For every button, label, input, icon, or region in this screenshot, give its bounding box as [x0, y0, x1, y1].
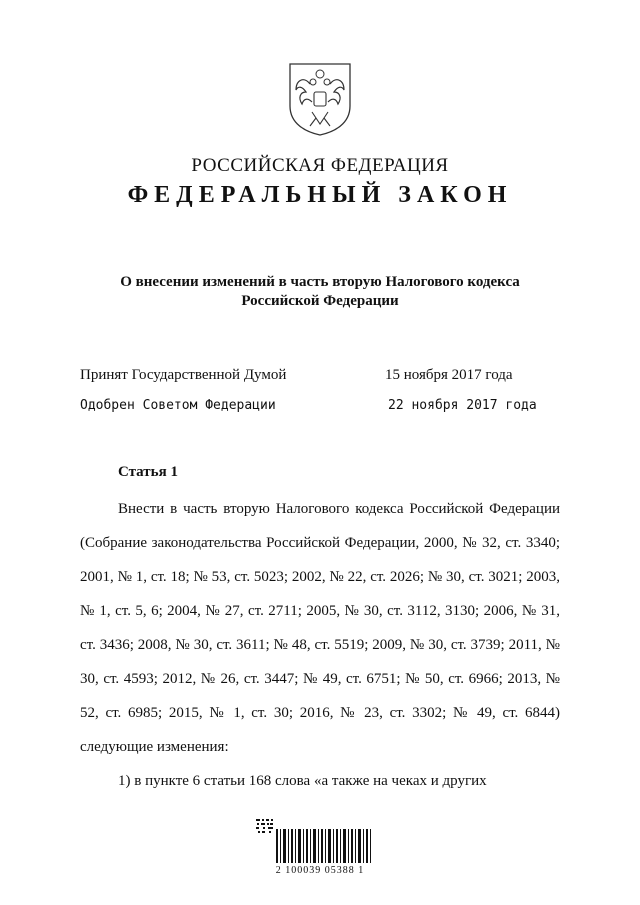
barcode-number: 2 100039 05388 1: [275, 865, 365, 876]
duma-adoption-date: 15 ноября 2017 года: [385, 367, 513, 383]
council-approval-label: Одобрен Советом Федерации: [80, 398, 276, 413]
article-heading: Статья 1: [118, 464, 178, 480]
article-item-1: 1) в пункте 6 статьи 168 слова «а также на чеках и других: [118, 773, 487, 789]
council-approval-date: 22 ноября 2017 года: [388, 398, 537, 413]
duma-adoption-label: Принят Государственной Думой: [80, 367, 287, 383]
law-type-heading: ФЕДЕРАЛЬНЫЙ ЗАКОН: [127, 182, 513, 208]
law-title: [0, 273, 640, 311]
article-body: [80, 492, 560, 798]
article-paragraph: Внести в часть вторую Налогового кодекса Российской Федерации (Собрание законодательства Российской Федерации, 2000, № 32, ст. 3340; 2001, № 1, ст. 18; № 53, ст. 5023; 2002, № 22, ст. 2026; № 30, ст. 3021; 2003, № 1, ст. 5, 6; 2004, № 27, ст. 2711; 2005, № 30, ст. 3112, 3130; 2006, № 31, ст. 3436; 2008, № 30, ст. 3611; № 48, ст. 5519; 2009, № 30, ст. 3739; 2011, № 30, ст. 4593; 2012, № 26, ст. 3447; № 49, ст. 6751; № 50, ст. 6966; 2013, № 52, ст. 6985; 2015, № 1, ст. 30; 2016, № 23, ст. 3302; № 49, ст. 6844) следующие изменения:: [80, 501, 560, 755]
law-title-line-1: О внесении изменений в часть вторую Налогового кодекса: [120, 274, 520, 290]
law-title-line-2: Российской Федерации: [241, 293, 399, 309]
country-name: РОССИЙСКАЯ ФЕДЕРАЦИЯ: [191, 155, 449, 176]
coat-of-arms-emblem: [288, 62, 352, 136]
